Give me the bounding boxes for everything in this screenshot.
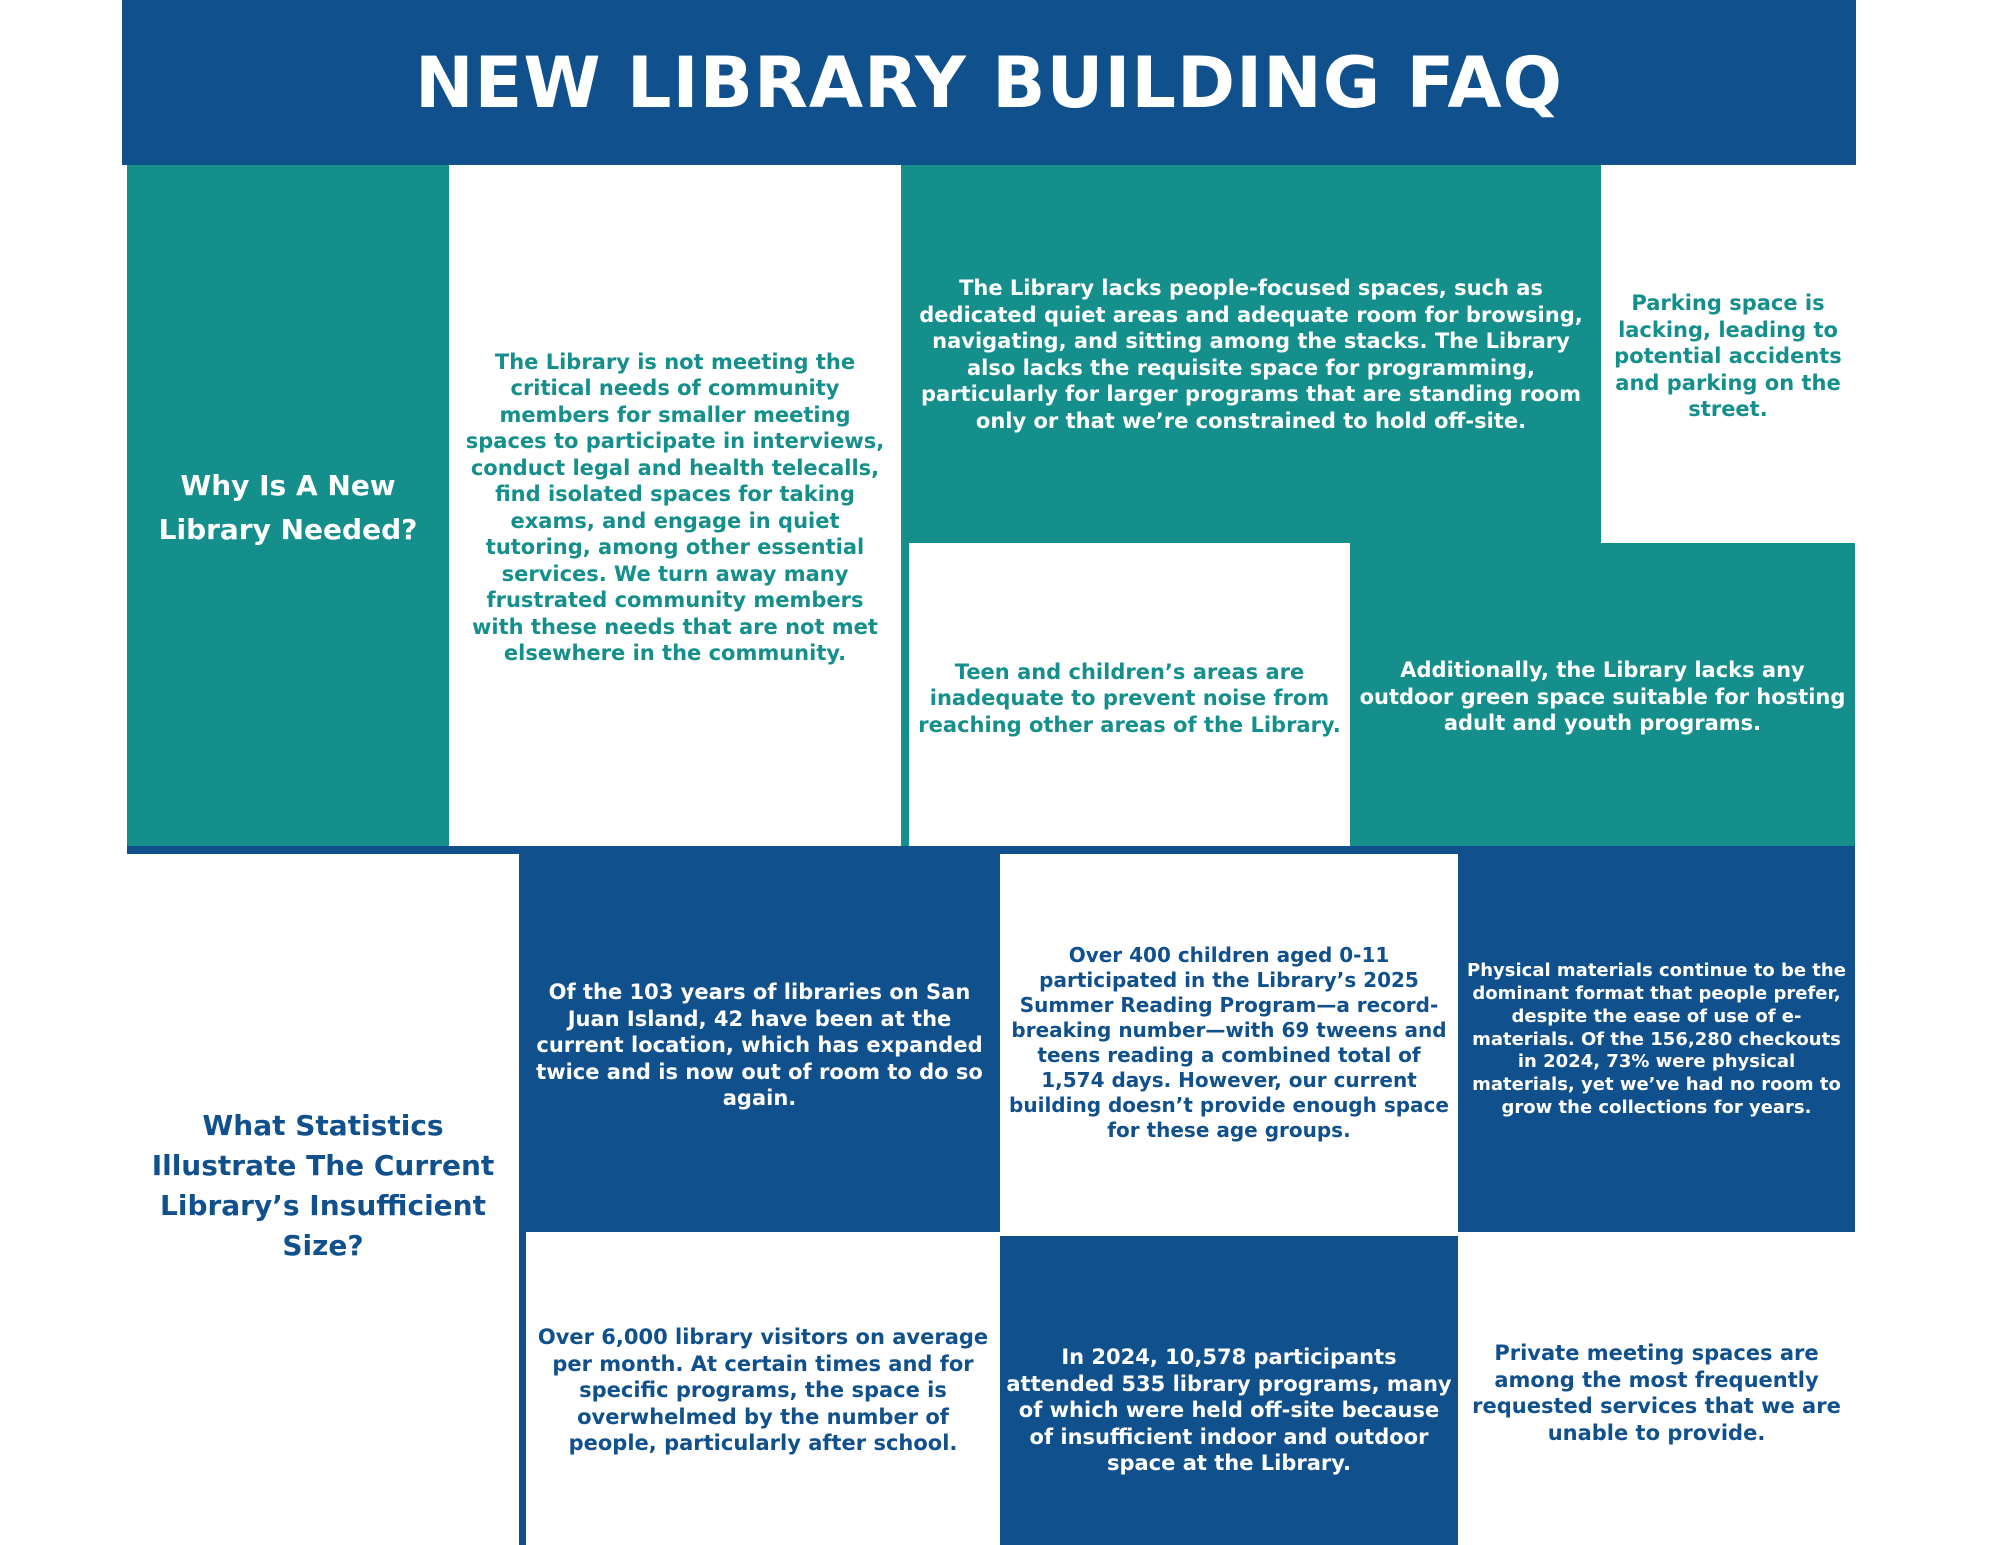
years-text: Of the 103 years of libraries on San Juan Island, 42 have been at the current location, which has expanded twice and is now out of room to do so again. — [536, 980, 983, 1110]
years-cell — [519, 854, 1000, 1232]
outdoor-text: Additionally, the Library lacks any outdoor green space suitable for hosting adult and youth programs. — [1359, 658, 1846, 735]
physical-materials-text: Physical materials continue to be the dominant format that people prefer, despite the ease of use of e-materials. Of the 156,280 checkouts in 2024, 73% were physical materials, yet we’ve had no room to grow the collections for years. — [1467, 960, 1846, 1118]
meeting-spaces-cell — [449, 165, 901, 850]
teal-divider — [901, 543, 909, 850]
summer-reading-cell — [1000, 854, 1458, 1232]
meeting-requests-text: Private meeting spaces are among the most frequently requested services that we are unable to provide. — [1472, 1341, 1841, 1445]
people-spaces-cell — [901, 165, 1601, 543]
page-title: NEW LIBRARY BUILDING FAQ — [414, 41, 1564, 124]
visitors-cell — [526, 1232, 1000, 1545]
people-spaces-text: The Library lacks people-focused spaces, such as dedicated quiet areas and adequate room for browsing, navigating, and sitting among the stacks. The Library also lacks the requisite space for programming, particularly for larger programs that are standing room only or that we’re constrained to hold off-site. — [919, 276, 1583, 433]
title-banner — [122, 0, 1856, 165]
parking-text: Parking space is lacking, leading to potential accidents and parking on the street. — [1614, 291, 1842, 421]
outdoor-cell — [1350, 543, 1855, 850]
meeting-spaces-text: The Library is not meeting the critical needs of community members for smaller meeting spaces to participate in interviews, conduct legal and health telecalls, find isolated spaces for taking exams, and engage in quiet tutoring, among other essential services. We turn away many frustrated community members with these needs that are not met elsewhere in the community. — [465, 349, 885, 665]
physical-materials-cell — [1458, 848, 1855, 1232]
visitors-text: Over 6,000 library visitors on average per month. At certain times and for specific programs, the space is overwhelmed by the number of people, particularly after school. — [537, 1325, 989, 1455]
parking-cell — [1601, 165, 1855, 543]
teen-children-cell — [909, 547, 1350, 850]
navy-divider — [519, 1232, 526, 1545]
programs-cell — [1000, 1236, 1458, 1545]
summer-reading-text: Over 400 children aged 0-11 participated in the Library’s 2025 Summer Reading Program—a record-breaking number—with 69 tweens and teens reading a combined total of 1,574 days. However, our current building doesn’t provide enough space for these age groups. — [1009, 943, 1449, 1142]
why-question: Why Is A New Library Needed? — [158, 468, 418, 546]
stats-question: What Statistics Illustrate The Current Library’s Insufficient Size? — [151, 1109, 495, 1262]
meeting-requests-cell — [1458, 1232, 1855, 1545]
programs-text: In 2024, 10,578 participants attended 535 library programs, many of which were held off-site because of insufficient indoor and outdoor space at the Library. — [1006, 1345, 1452, 1475]
why-question-cell — [127, 165, 449, 850]
teen-children-text: Teen and children’s areas are inadequate to prevent noise from reaching other areas of the Library. — [918, 659, 1341, 737]
stats-question-cell — [127, 854, 519, 1545]
